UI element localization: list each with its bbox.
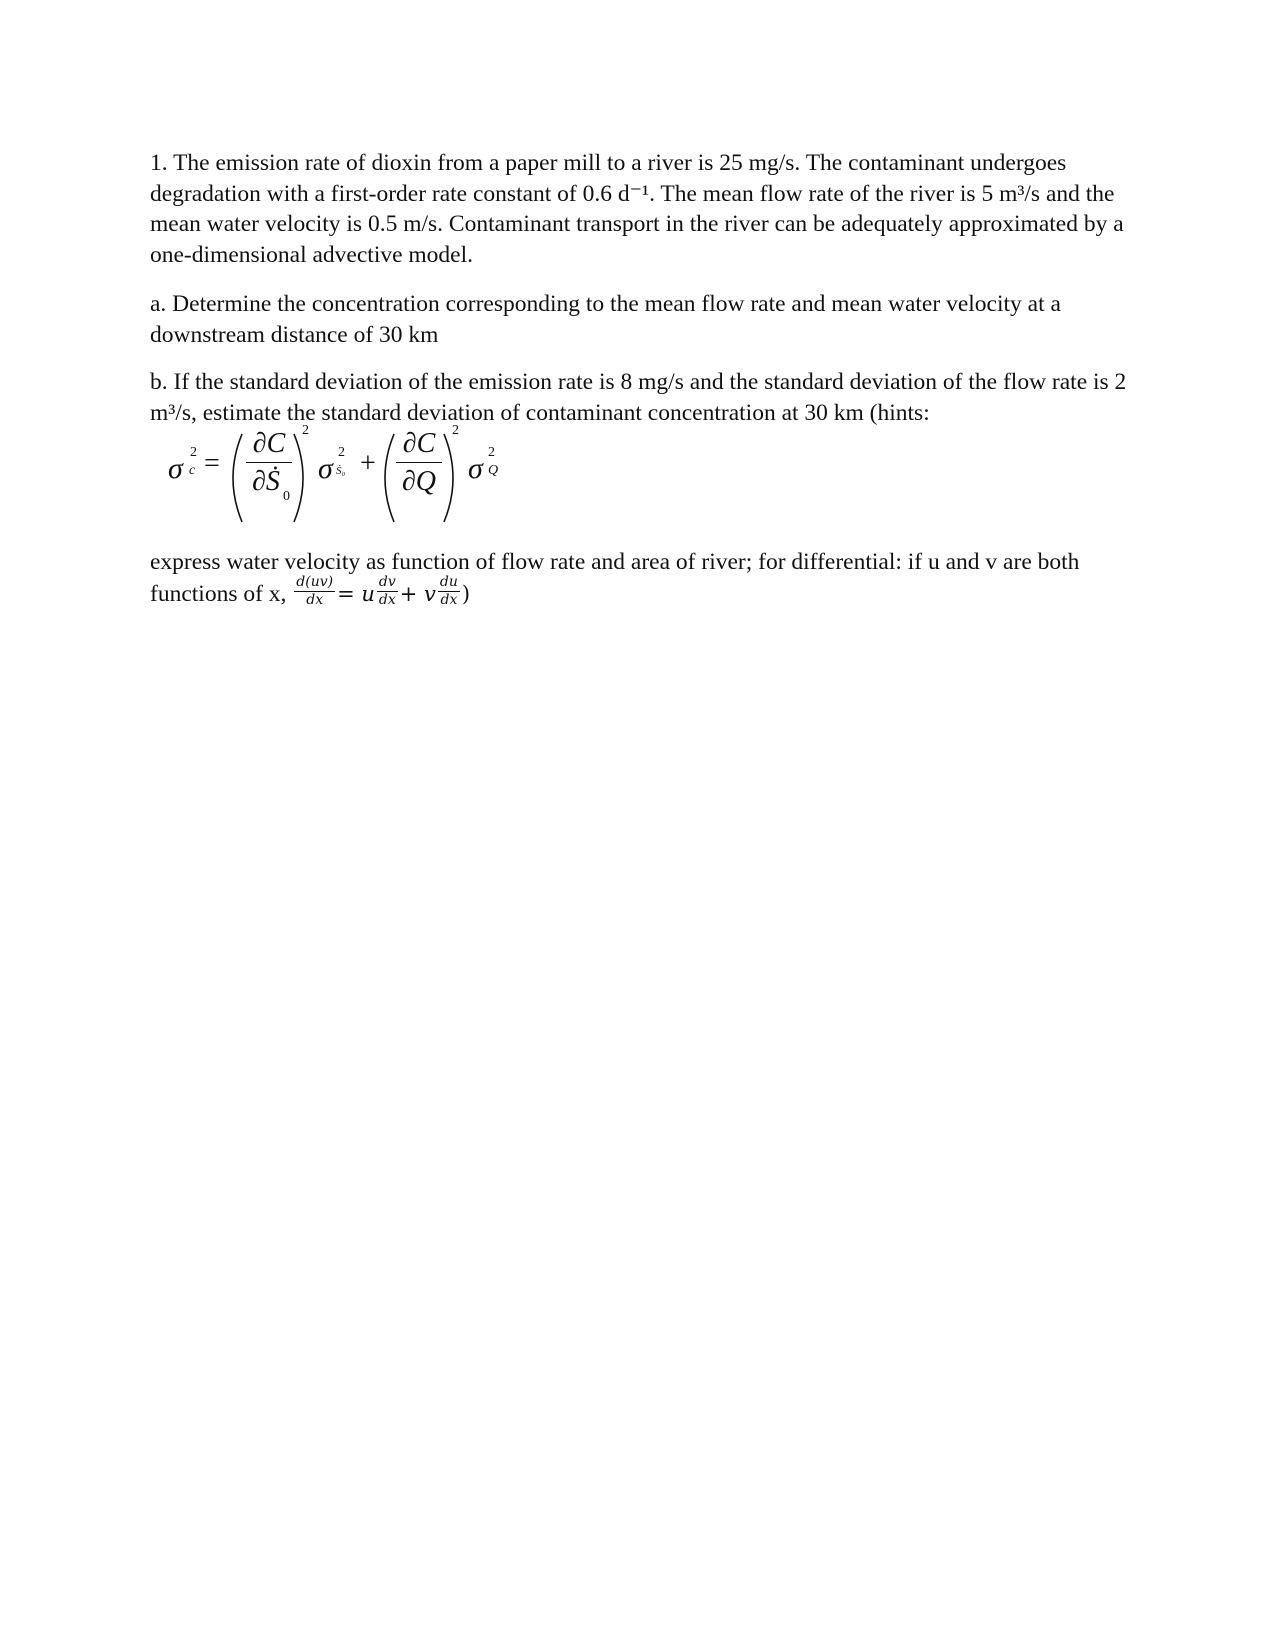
partial-s-denominator: ∂Ṡ [252, 466, 280, 497]
derivative-uv [294, 574, 335, 609]
equals-u: = u [337, 581, 375, 606]
partial-c-numerator-1: ∂C [252, 428, 286, 459]
fraction-bar-2 [396, 462, 442, 463]
derivative-uv-numerator: d(uv) [296, 573, 334, 590]
derivative-u [438, 574, 460, 609]
sigma-s-power: 2 [338, 445, 345, 460]
problem-statement: 1. The emission rate of dioxin from a paper mill to a river is 25 mg/s. The contaminant undergoes degradation with a first-order rate constant of 0.6 d⁻¹. The mean flow rate of the river is 5 m³/s and the mean water velocity is 0.5 m/s. Contaminant transport in the river can be adequately approximated by a one-dimensional advective model. [150, 150, 1124, 268]
partial-c-numerator-2: ∂C [402, 428, 436, 459]
sigma-s-sub: Ṡ₀ [336, 465, 346, 477]
square-power-1: 2 [302, 423, 309, 438]
part-a-text: a. Determine the concentration corresponding to the mean flow rate and mean water velocity at a downstream distance of 30 km [150, 291, 1061, 348]
derivative-v-denominator: dx [378, 591, 396, 608]
sigma-q: σ [468, 452, 483, 485]
sigma-s: σ [318, 452, 333, 485]
sigma-q-sub: Q [488, 463, 499, 478]
derivative-u-numerator: du [439, 573, 458, 590]
sigma-c-sub: c [189, 463, 196, 478]
derivative-uv-denominator: dx [306, 591, 324, 608]
derivative-u-denominator: dx [440, 591, 458, 608]
variance-formula [168, 423, 532, 528]
derivative-v [377, 574, 398, 609]
partial-q-denominator: ∂Q [401, 466, 437, 497]
plus-v: + v [399, 581, 436, 606]
square-power-2: 2 [452, 423, 459, 438]
partial-s-subscript: 0 [283, 489, 290, 504]
sigma-c-power: 2 [190, 445, 197, 460]
sigma-q-power: 2 [488, 445, 495, 460]
sigma-c: σ [168, 452, 183, 485]
hint-sentence: express water velocity as function of flow rate and area of river; for differential: if u and v are both functions of x, [150, 549, 1080, 607]
plus-sign: + [360, 448, 376, 479]
closing-paren: ) [461, 581, 471, 606]
derivative-v-numerator: dv [378, 573, 396, 590]
fraction-bar-1 [246, 462, 292, 463]
equals-sign: = [204, 448, 220, 479]
hint-text [150, 547, 1130, 613]
part-b-text: b. If the standard deviation of the emission rate is 8 mg/s and the standard deviation of the flow rate is 2 m³/s, estimate the standard deviation of contaminant concentration at 30 km (hints: [150, 369, 1127, 426]
